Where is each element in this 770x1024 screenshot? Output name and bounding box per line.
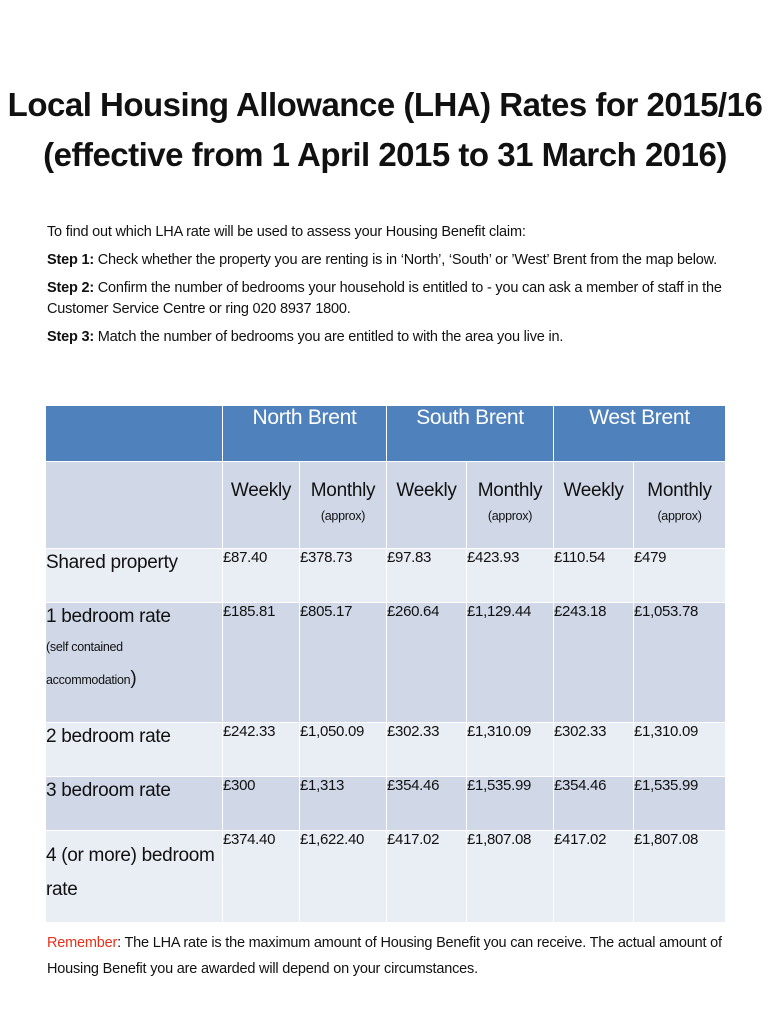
south-weekly-value: £260.64 bbox=[387, 603, 467, 723]
north-monthly-header: Monthly (approx) bbox=[300, 462, 387, 549]
remember-text: : The LHA rate is the maximum amount of Housing Benefit you can receive. The actual amount of Housing Benefit you are awarded will depend on your circumstances. bbox=[47, 935, 722, 977]
table-row-1-bedroom bbox=[46, 603, 726, 723]
area-header-west: West Brent bbox=[554, 406, 726, 462]
south-monthly-value: £1,129.44 bbox=[467, 603, 554, 723]
lha-rates-table bbox=[45, 405, 726, 923]
step-1 bbox=[47, 250, 727, 271]
north-monthly-value: £1,622.40 bbox=[300, 831, 387, 923]
north-monthly-value: £805.17 bbox=[300, 603, 387, 723]
remember-note bbox=[47, 930, 727, 982]
north-weekly-value: £87.40 bbox=[223, 549, 300, 603]
row-label bbox=[46, 831, 223, 923]
table-row-4-bedroom bbox=[46, 831, 726, 923]
title-line-2: (effective from 1 April 2015 to 31 March 2016) bbox=[43, 136, 727, 173]
step-1-text: Check whether the property you are renting is in ‘North’, ‘South’ or ’West’ Brent from the map below. bbox=[93, 252, 717, 268]
step-2-label: Step 2: bbox=[47, 280, 94, 296]
north-weekly-value: £374.40 bbox=[223, 831, 300, 923]
south-monthly-value: £423.93 bbox=[467, 549, 554, 603]
west-weekly-value: £302.33 bbox=[554, 723, 634, 777]
north-monthly-value: £378.73 bbox=[300, 549, 387, 603]
table-row-shared bbox=[46, 549, 726, 603]
south-monthly-value: £1,807.08 bbox=[467, 831, 554, 923]
west-weekly-value: £243.18 bbox=[554, 603, 634, 723]
step-3 bbox=[47, 327, 727, 348]
step-2 bbox=[47, 278, 727, 320]
west-monthly-value: £479 bbox=[634, 549, 726, 603]
row-label bbox=[46, 603, 223, 723]
row-label-main-2: rate bbox=[46, 879, 78, 900]
row-label: 3 bedroom rate bbox=[46, 777, 223, 831]
north-monthly-value: £1,313 bbox=[300, 777, 387, 831]
south-monthly-value: £1,535.99 bbox=[467, 777, 554, 831]
step-3-text: Match the number of bedrooms you are entitled to with the area you live in. bbox=[93, 329, 564, 345]
row-label: 2 bedroom rate bbox=[46, 723, 223, 777]
west-monthly-value: £1,053.78 bbox=[634, 603, 726, 723]
west-monthly-header: Monthly (approx) bbox=[634, 462, 726, 549]
area-header-north: North Brent bbox=[223, 406, 387, 462]
south-monthly-value: £1,310.09 bbox=[467, 723, 554, 777]
north-weekly-header: Weekly bbox=[223, 462, 300, 549]
north-weekly-value: £185.81 bbox=[223, 603, 300, 723]
west-weekly-header: Weekly bbox=[554, 462, 634, 549]
west-weekly-value: £354.46 bbox=[554, 777, 634, 831]
step-2-text: Confirm the number of bedrooms your household is entitled to - you can ask a member of staff in the Customer Service Centre or ring 020 8937 1800. bbox=[47, 280, 722, 317]
west-weekly-value: £110.54 bbox=[554, 549, 634, 603]
area-header-south: South Brent bbox=[387, 406, 554, 462]
row-label: Shared property bbox=[46, 549, 223, 603]
row-label-sub-2-paren: ) bbox=[130, 668, 137, 689]
subheader-blank-cell bbox=[46, 462, 223, 549]
row-label-sub: (self contained bbox=[46, 640, 123, 654]
row-label-main: 4 (or more) bedroom bbox=[46, 845, 215, 866]
south-weekly-header: Weekly bbox=[387, 462, 467, 549]
west-weekly-value: £417.02 bbox=[554, 831, 634, 923]
step-1-label: Step 1: bbox=[47, 252, 94, 268]
north-weekly-value: £242.33 bbox=[223, 723, 300, 777]
remember-label: Remember bbox=[47, 935, 118, 951]
step-3-label: Step 3: bbox=[47, 329, 94, 345]
south-monthly-header: Monthly (approx) bbox=[467, 462, 554, 549]
north-weekly-value: £300 bbox=[223, 777, 300, 831]
south-weekly-value: £354.46 bbox=[387, 777, 467, 831]
south-weekly-value: £302.33 bbox=[387, 723, 467, 777]
instructions bbox=[47, 222, 727, 348]
row-label-sub-2: accommodation bbox=[46, 673, 131, 687]
intro-lead: To find out which LHA rate will be used to assess your Housing Benefit claim: bbox=[47, 224, 526, 240]
table-row-3-bedroom bbox=[46, 777, 726, 831]
west-monthly-value: £1,310.09 bbox=[634, 723, 726, 777]
south-weekly-value: £417.02 bbox=[387, 831, 467, 923]
area-header-row bbox=[46, 406, 726, 462]
page-title bbox=[0, 80, 770, 180]
south-weekly-value: £97.83 bbox=[387, 549, 467, 603]
title-line-1: Local Housing Allowance (LHA) Rates for 2015/16 bbox=[7, 86, 763, 123]
west-monthly-value: £1,535.99 bbox=[634, 777, 726, 831]
north-monthly-value: £1,050.09 bbox=[300, 723, 387, 777]
period-header-row bbox=[46, 462, 726, 549]
header-blank-cell bbox=[46, 406, 223, 462]
table-row-2-bedroom bbox=[46, 723, 726, 777]
row-label-main: 1 bedroom rate bbox=[46, 606, 171, 627]
west-monthly-value: £1,807.08 bbox=[634, 831, 726, 923]
